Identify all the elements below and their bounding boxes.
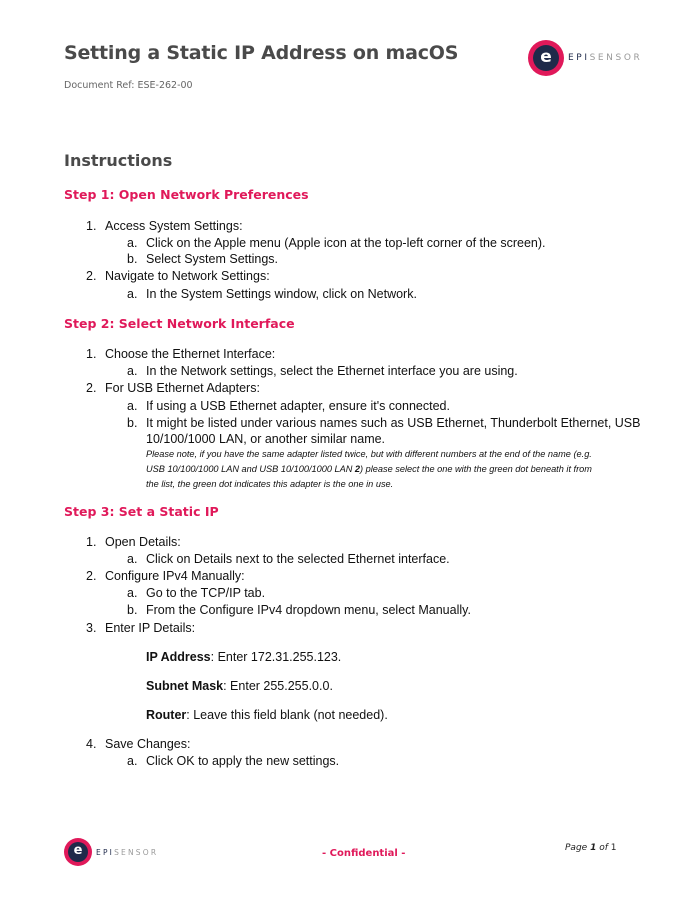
episensor-logo-wordmark: EPISENSOR — [96, 847, 159, 857]
list-item: Navigate to Network Settings: — [105, 269, 270, 283]
list-letter: a. — [127, 552, 138, 566]
episensor-logo-wordmark: EPISENSOR — [568, 53, 643, 63]
list-letter: a. — [127, 287, 138, 301]
list-number: 2. — [86, 381, 97, 395]
list-number: 1. — [86, 219, 97, 233]
list-number: 2. — [86, 269, 97, 283]
list-letter: a. — [127, 399, 138, 413]
list-number: 1. — [86, 347, 97, 361]
list-item: Go to the TCP/IP tab. — [146, 586, 266, 600]
step-1-heading: Step 1: Open Network Preferences — [64, 187, 309, 202]
episensor-logo — [528, 40, 642, 76]
section-title: Instructions — [64, 151, 173, 170]
list-letter: a. — [127, 364, 138, 378]
list-letter: b. — [127, 252, 138, 266]
list-item: Click on the Apple menu (Apple icon at the top-left corner of the screen). — [146, 236, 546, 250]
document-title: Setting a Static IP Address on macOS — [64, 42, 459, 64]
episensor-logo-mark: e — [528, 40, 564, 76]
list-item: Configure IPv4 Manually: — [105, 569, 245, 583]
list-item: From the Configure IPv4 dropdown menu, select Manually. — [146, 603, 471, 617]
episensor-logo-mark: e — [64, 838, 92, 866]
step-3-heading: Step 3: Set a Static IP — [64, 504, 219, 519]
list-item: Enter IP Details: — [105, 621, 196, 635]
note-text: Please note, if you have the same adapter listed twice, but with different numbers at the end of the name (e.g. — [146, 449, 592, 459]
list-item: In the System Settings window, click on Network. — [146, 287, 417, 301]
confidential-label: - Confidential - — [322, 848, 406, 859]
list-item: Select System Settings. — [146, 252, 279, 266]
list-number: 3. — [86, 621, 97, 635]
list-letter: a. — [127, 754, 138, 768]
list-number: 1. — [86, 535, 97, 549]
list-letter: a. — [127, 586, 138, 600]
list-number: 4. — [86, 737, 97, 751]
list-item: Access System Settings: — [105, 219, 243, 233]
episensor-footer-logo — [64, 838, 158, 866]
list-item: Save Changes: — [105, 737, 191, 751]
list-item: Click OK to apply the new settings. — [146, 754, 340, 768]
ip-address-instruction: IP Address: Enter 172.31.255.123. — [146, 650, 342, 664]
list-item: For USB Ethernet Adapters: — [105, 381, 260, 395]
list-letter: b. — [127, 603, 138, 617]
note-text: the list, the green dot indicates this adapter is the one in use. — [146, 479, 394, 489]
list-letter: a. — [127, 236, 138, 250]
list-number: 2. — [86, 569, 97, 583]
list-item: If using a USB Ethernet adapter, ensure it's connected. — [146, 399, 450, 413]
list-item: In the Network settings, select the Ethernet interface you are using. — [146, 364, 518, 378]
page-number: Page 1 of 1 — [565, 843, 617, 853]
list-letter: b. — [127, 416, 138, 430]
list-item-continuation: 10/100/1000 LAN, or another similar name. — [146, 432, 386, 446]
note-text: USB 10/100/1000 LAN and USB 10/100/1000 LAN 2) please select the one with the green dot beneath it from — [146, 464, 592, 474]
list-item: Choose the Ethernet Interface: — [105, 347, 276, 361]
subnet-mask-instruction: Subnet Mask: Enter 255.255.0.0. — [146, 679, 333, 693]
step-2-heading: Step 2: Select Network Interface — [64, 316, 295, 331]
router-instruction: Router: Leave this field blank (not needed). — [146, 708, 388, 722]
list-item: It might be listed under various names such as USB Ethernet, Thunderbolt Ethernet, USB — [146, 416, 641, 430]
list-item: Open Details: — [105, 535, 181, 549]
list-item: Click on Details next to the selected Ethernet interface. — [146, 552, 450, 566]
document-reference: Document Ref: ESE-262-00 — [64, 80, 193, 91]
